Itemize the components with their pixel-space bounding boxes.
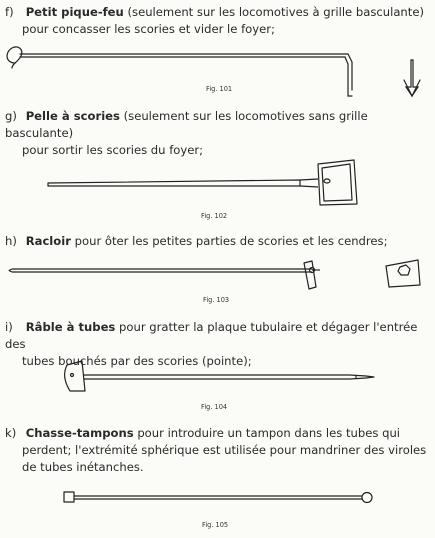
item-description: pour introduire un tampon dans les tubes qui — [137, 426, 401, 440]
item-description-line: pour sortir les scories du foyer; — [22, 143, 204, 157]
figure-caption: Fig. 105 — [202, 521, 229, 529]
figure-caption: Fig. 104 — [201, 403, 228, 411]
item-label: h) — [5, 234, 17, 248]
item-term: Pelle à scories — [25, 109, 120, 123]
item-description-line: pour concasser les scories et vider le foyer; — [22, 22, 275, 36]
item-term: Petit pique-feu — [25, 5, 124, 19]
item-description: pour ôter les petites parties de scories et les cendres; — [74, 234, 388, 248]
figure-caption: Fig. 103 — [203, 296, 230, 304]
pelle-a-scories-illustration — [0, 150, 435, 215]
item-label: f) — [5, 5, 14, 19]
item-term: Râble à tubes — [25, 320, 116, 334]
item-description-line: tubes bouchés par des scories (pointe); — [22, 354, 252, 368]
section-f — [5, 4, 431, 38]
section-k — [5, 425, 431, 476]
item-description: pour gratter la plaque tubulaire et dégager l'entrée des — [5, 320, 418, 351]
rable-a-tubes-illustration — [0, 355, 435, 400]
racloir-illustration — [0, 255, 435, 295]
chasse-tampons-illustration — [0, 483, 435, 513]
item-term: Racloir — [25, 234, 71, 248]
petit-pique-feu-illustration — [0, 40, 435, 110]
item-description-line: perdent; l'extrémité sphérique est utilisée pour mandriner des viroles — [22, 443, 427, 457]
item-label: i) — [5, 320, 13, 334]
item-description: (seulement sur les locomotives à grille basculante) — [127, 5, 424, 19]
item-description: (seulement sur les locomotives sans grille basculante) — [5, 109, 368, 140]
item-term: Chasse-tampons — [25, 426, 134, 440]
figure-caption: Fig. 101 — [206, 85, 233, 93]
item-label: k) — [5, 426, 17, 440]
figure-caption: Fig. 102 — [201, 212, 228, 220]
section-h — [5, 233, 431, 250]
item-description-line: de tubes inétanches. — [22, 460, 144, 474]
item-label: g) — [5, 109, 17, 123]
